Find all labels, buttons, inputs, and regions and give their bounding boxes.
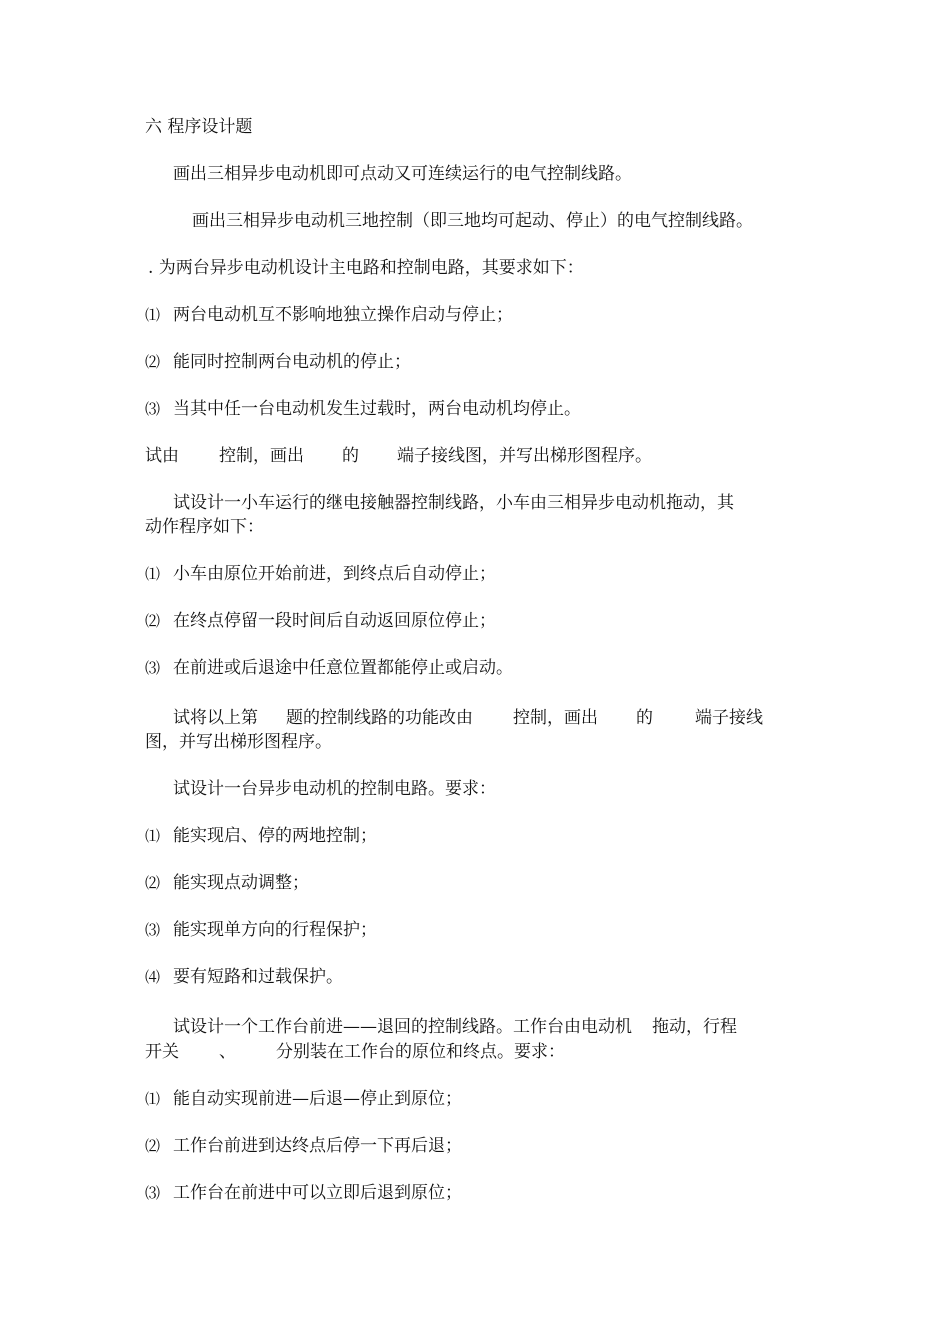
item-number: ⑶ [145,1184,161,1202]
item-number: ⑴ [145,827,161,845]
text-fragment: 、 [219,1042,236,1062]
text-fragment: 试设计一个工作台前进——退回的控制线路。工作台由电动机 [173,1017,632,1037]
item-number: ⑵ [145,874,161,892]
text-fragment: 控制，画出 [513,708,598,728]
list-item [145,562,496,586]
item-number: ⑶ [145,921,161,939]
item-text: 工作台前进到达终点后停一下再后退； [173,1136,462,1156]
item-text: 在前进或后退途中任意位置都能停止或启动。 [173,658,513,678]
text-fragment: 拖动，行程 [652,1017,737,1037]
list-item [145,397,581,421]
item-text: 两台电动机互不影响地独立操作启动与停止； [173,305,513,325]
list-item [145,350,411,374]
text-fragment: 控制，画出 [219,446,304,466]
item-text: 工作台在前进中可以立即后退到原位； [173,1183,462,1203]
item-text: 能同时控制两台电动机的停止； [173,352,411,372]
item-number: ⑴ [145,565,161,583]
list-item [145,871,309,895]
item-number: ⑵ [145,353,161,371]
text-fragment: 端子接线 [695,708,763,728]
item-number: ⑵ [145,1137,161,1155]
list-item [145,609,496,633]
question-4-line-1: 试设计一小车运行的继电接触器控制线路，小车由三相异步电动机拖动，其 [173,493,734,513]
item-number: ⑴ [145,306,161,324]
item-text: 能实现启、停的两地控制； [173,826,377,846]
item-text: 能实现点动调整； [173,873,309,893]
question-6-intro: 试设计一台异步电动机的控制电路。要求： [173,779,496,799]
text-fragment: 的 [636,708,653,728]
item-number: ⑴ [145,1090,161,1108]
list-item [145,1134,462,1158]
item-number: ⑶ [145,400,161,418]
list-item [145,303,513,327]
item-text: 在终点停留一段时间后自动返回原位停止； [173,611,496,631]
text-fragment: 题的控制线路的功能改由 [286,708,473,728]
item-text: 小车由原位开始前进，到终点后自动停止； [173,564,496,584]
list-item [145,918,377,942]
question-5-line-2: 图，并写出梯形图程序。 [145,732,332,752]
text-fragment: 的 [342,446,359,466]
question-3-intro: . 为两台异步电动机设计主电路和控制电路，其要求如下： [148,258,584,278]
list-item [145,1181,462,1205]
question-4-line-2: 动作程序如下： [145,517,264,537]
text-fragment: 试由 [145,446,179,466]
item-number: ⑶ [145,659,161,677]
question-5-line-1 [173,706,763,730]
question-2: 画出三相异步电动机三地控制（即三地均可起动、停止）的电气控制线路。 [192,211,753,231]
item-text: 当其中任一台电动机发生过载时，两台电动机均停止。 [173,399,581,419]
list-item [145,824,377,848]
text-fragment: 开关 [145,1042,179,1062]
item-text: 要有短路和过载保护。 [173,967,343,987]
list-item [145,1087,462,1111]
list-item [145,656,513,680]
question-1: 画出三相异步电动机即可点动又可连续运行的电气控制线路。 [173,164,632,184]
section-title: 六 程序设计题 [145,117,253,137]
text-fragment: 端子接线图，并写出梯形图程序。 [397,446,652,466]
item-text: 能实现单方向的行程保护； [173,920,377,940]
question-7-line-2 [145,1040,565,1064]
question-3-tail [145,444,652,468]
question-7-line-1 [173,1015,737,1039]
item-text: 能自动实现前进—后退—停止到原位； [173,1089,462,1109]
text-fragment: 试将以上第 [173,708,258,728]
item-number: ⑷ [145,968,161,986]
text-fragment: 分别装在工作台的原位和终点。要求： [276,1042,565,1062]
list-item [145,965,343,989]
item-number: ⑵ [145,612,161,630]
